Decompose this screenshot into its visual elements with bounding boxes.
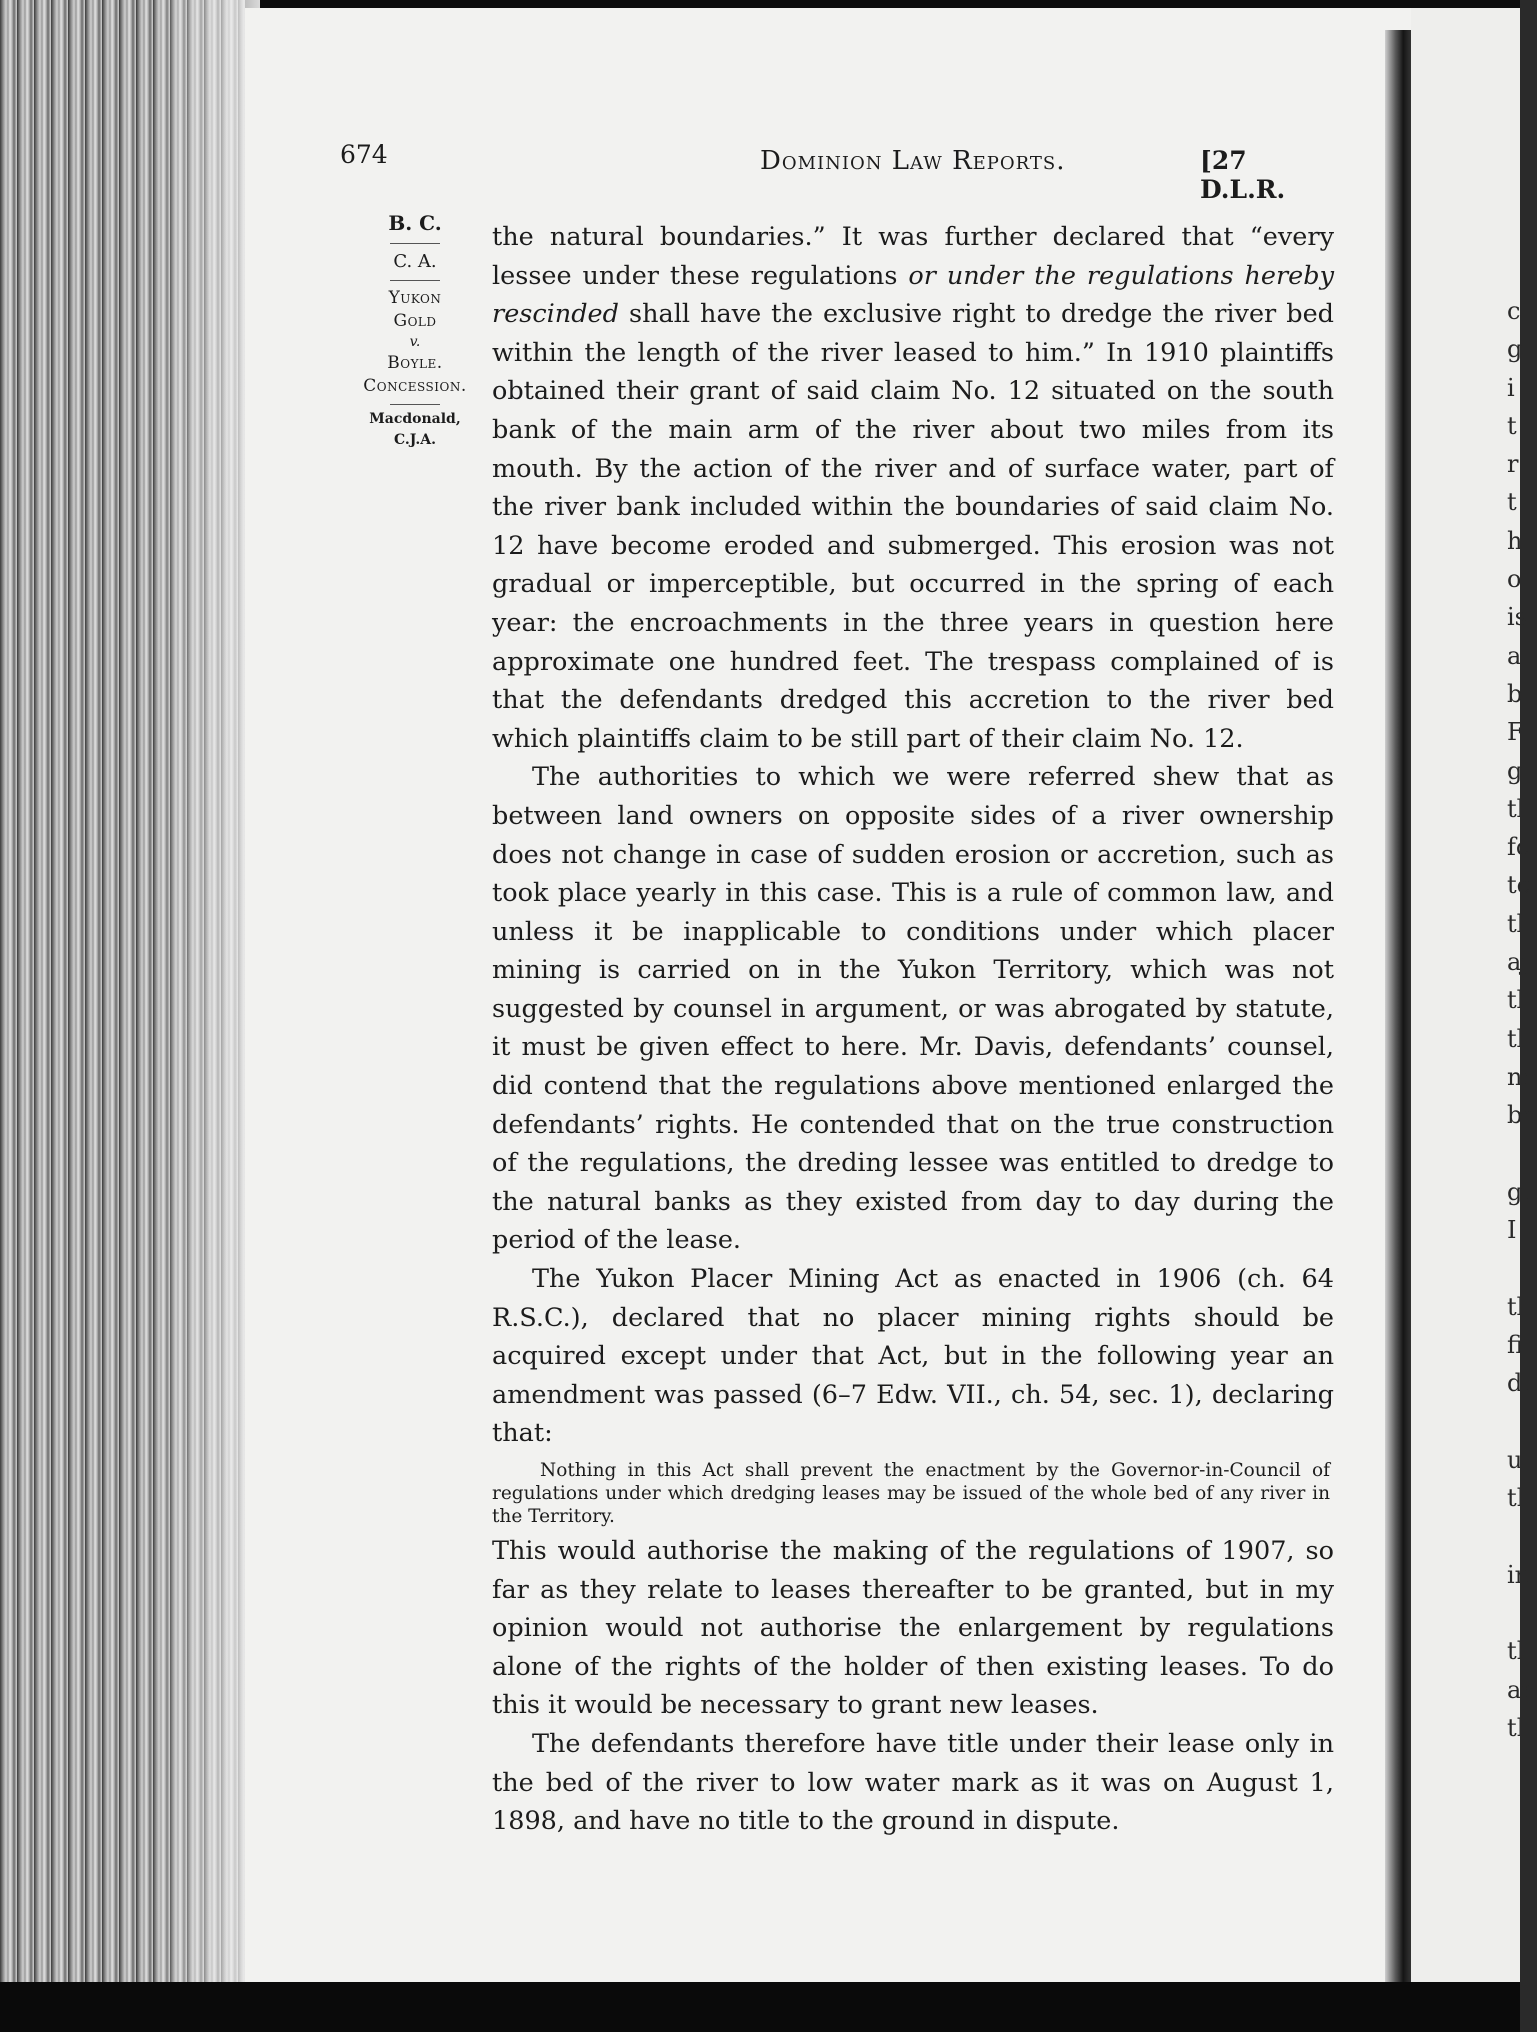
facing-page-fragment: F	[1507, 718, 1524, 747]
statute-quote: Nothing in this Act shall prevent the enactment by the Governor-in-Council of regulations under which dredging leases may be issued of the whole bed of any river in the Territory.	[492, 1460, 1330, 1527]
margin-divider	[390, 280, 440, 281]
facing-page-fragment: I	[1507, 1216, 1517, 1245]
facing-page-fragment: tc	[1507, 871, 1531, 900]
paragraph-text: the natural boundaries.” It was further declared that “every lessee under these regulations	[492, 222, 1334, 291]
judgment-text	[492, 218, 1334, 1841]
margin-divider	[390, 243, 440, 244]
facing-page-fragment: c	[1507, 297, 1521, 325]
facing-page-fragment: a	[1507, 641, 1522, 670]
facing-page-fragment	[1507, 1518, 1520, 1556]
facing-page-fragment: th	[1507, 1713, 1533, 1742]
facing-page-fragment: tl	[1507, 1024, 1525, 1053]
book-gutter	[1385, 30, 1411, 1990]
paragraph: The defendants therefore have title under their lease only in the bed of the river to low water mark as it was on August 1, 1898, and have no title to the ground in dispute.	[492, 1728, 1334, 1837]
report-reference: [27 D.L.R.	[1200, 146, 1286, 204]
facing-page-fragment: g	[1507, 335, 1523, 364]
facing-page-fragment: th	[1507, 1637, 1533, 1666]
facing-page-fragment: o	[1507, 565, 1522, 594]
facing-page-fragment: in	[1507, 1560, 1531, 1589]
book-page-edges-fade	[150, 0, 260, 1990]
facing-page-fragment: g	[1507, 756, 1523, 785]
margin-notes	[335, 210, 495, 449]
margin-court: B. C.	[388, 211, 442, 235]
facing-page-fragment: u	[1507, 1445, 1523, 1474]
paragraph	[492, 218, 1334, 758]
facing-page-fragment: tl	[1507, 986, 1525, 1015]
margin-case-versus: v.	[409, 334, 421, 351]
facing-page-fragment	[1507, 1594, 1520, 1632]
margin-case-name-2: Gold	[393, 311, 437, 332]
italic-text: or under the regulations hereby rescinded	[492, 260, 1334, 330]
facing-page-fragment: tl	[1507, 909, 1525, 938]
facing-page-fragment: fi	[1507, 1331, 1524, 1360]
facing-page-fragment: is	[1507, 603, 1527, 632]
running-title: Dominion Law Reports.	[760, 146, 1066, 176]
paragraph: This would authorise the making of the regulations of 1907, so far as they relate to leases thereafter to be granted, but in my opinion would not authorise the enlargement by regulations alone of the rights of the holder of then existing leases. To do this it would be necessary to grant new leases.	[492, 1536, 1334, 1721]
facing-page-text-fragments	[1507, 292, 1537, 1747]
paragraph: The Yukon Placer Mining Act as enacted in 1906 (ch. 64 R.S.C.), declared that no placer mining rights should be acquired except under that Act, but in the following year an amendment was passed (6–7 Edw. VII., ch. 54, sec. 1), declaring that:	[492, 1264, 1334, 1449]
scan-bottom-border	[0, 1982, 1520, 2032]
facing-page-fragment: ar	[1507, 1675, 1533, 1704]
facing-page-fragment: i	[1507, 373, 1515, 402]
facing-page-fragment: b	[1507, 679, 1523, 708]
facing-page-fragment: ne	[1507, 1062, 1537, 1091]
facing-page-fragment: t	[1507, 488, 1517, 517]
facing-page-fragment: tl	[1507, 794, 1525, 823]
margin-judge-2: C.J.A.	[394, 431, 436, 448]
paragraph-text: shall have the exclusive right to dredge the river bed within the length of the river leased to him.” In 1910 plaintiffs obtained their grant of said claim No. 12 situated on the south bank of the main arm of the river about two miles from its mouth. By the action of the river and of surface water, part of the river bank included within the boundaries of said claim No. 12 have become eroded and submerged. This erosion was not gradual or imperceptible, but occurred in the spring of each year: the encroachments in the three years in question here approximate one hundred feet. The trespass complained of is that the defendants dredged this accretion to the river bed which plaintiffs claim to be still part of their claim No. 12.	[492, 299, 1334, 754]
facing-page-fragment: r	[1507, 450, 1519, 479]
facing-page-fragment: be	[1507, 1101, 1537, 1130]
margin-case-name-1: Yukon	[388, 288, 442, 309]
margin-judge-1: Macdonald,	[369, 410, 461, 427]
facing-page-fragment	[1507, 1249, 1520, 1287]
facing-page-fragment: tl	[1507, 1292, 1525, 1321]
facing-page-fragment: aj	[1507, 948, 1529, 977]
facing-page-fragment: t	[1507, 411, 1517, 440]
page-number: 674	[340, 140, 388, 169]
margin-divider	[390, 404, 440, 405]
facing-page-fragment: th	[1507, 1484, 1533, 1513]
margin-case-name-4: Concession.	[363, 376, 467, 396]
page-header	[340, 140, 1340, 204]
facing-page-fragment: gi	[1507, 1177, 1531, 1206]
facing-page-fragment	[1507, 1403, 1520, 1441]
paragraph: The authorities to which we were referred shew that as between land owners on opposite sides of a river ownership does not change in case of sudden erosion or accretion, such as took place yearly in this case. This is a rule of common law, and unless it be inapplicable to conditions under which placer mining is carried on in the Yukon Territory, which was not suggested by counsel in argument, or was abrogated by statute, it must be given effect to here. Mr. Davis, defendants’ counsel, did contend that the regulations above mentioned enlarged the defendants’ rights. He contended that on the true construction of the regulations, the dreding lessee was entitled to dredge to the natural banks as they existed from day to day during the period of the lease.	[492, 762, 1334, 1256]
facing-page-fragment: h	[1507, 526, 1523, 555]
facing-page-fragment: di	[1507, 1369, 1531, 1398]
margin-division: C. A.	[393, 251, 437, 272]
facing-page-fragment	[1507, 1135, 1520, 1173]
facing-page-fragment: fc	[1507, 833, 1530, 862]
margin-case-name-3: Boyle.	[387, 353, 443, 374]
